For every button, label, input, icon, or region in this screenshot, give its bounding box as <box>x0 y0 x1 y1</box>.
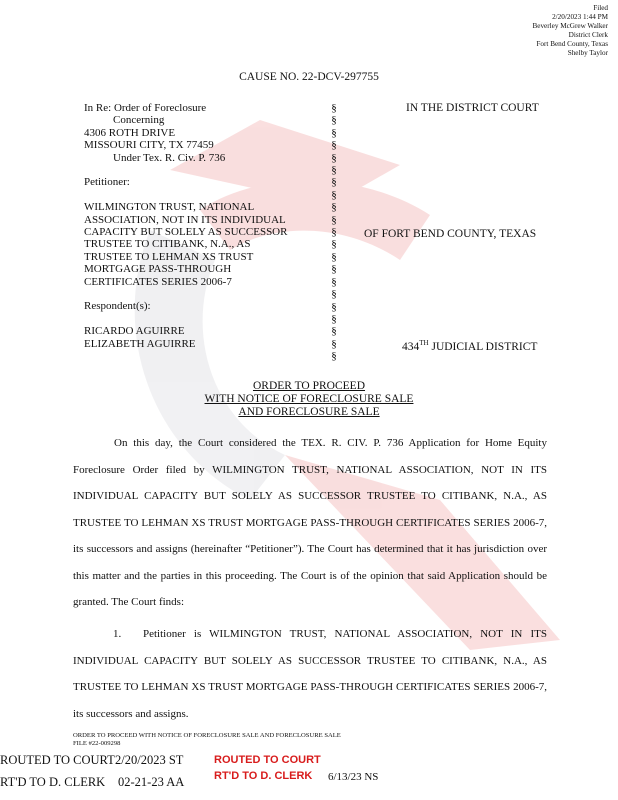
finding-number: 1. <box>113 628 122 640</box>
property-address-1: 4306 ROTH DRIVE <box>84 126 176 139</box>
section-symbol: § <box>331 250 337 263</box>
section-symbol: § <box>331 201 337 214</box>
in-re-line: In Re: Order of Foreclosure <box>84 102 207 114</box>
body-paragraph-1: On this day, the Court considered the TEX. R. CIV. P. 736 Application for Home Equity Foreclosure Order filed by WILMINGTON TRUST, NATIONAL ASSOCIATION, NOT IN ITS INDIVIDUAL CAPACITY BUT SOLELY AS SUCCESSOR TRUSTEE TO CITIBANK, N.A., AS TRUSTEE TO LEHMAN XS TRUST MORTGAGE PASS-THROUGH CERTIFICATES SERIES 2006-7, its successors and assigns (hereinafter “Petitioner”). The Court has determined that it has jurisdiction over this matter and the parties in this proceeding. The Court is of the opinion that said Application should be granted. The Court finds: <box>73 437 547 608</box>
section-symbol: § <box>331 312 337 325</box>
petitioner-label: Petitioner: <box>84 176 130 189</box>
section-symbol: § <box>331 226 337 239</box>
finding-text: Petitioner is WILMINGTON TRUST, NATIONAL ASSOCIATION, NOT IN ITS INDIVIDUAL CAPACITY BUT SOLELY AS SUCCESSOR TRUSTEE TO CITIBANK, N.A., AS TRUSTEE TO LEHMAN XS TRUST MORTGAGE PASS-THROUGH CERTIFICATES SERIES 2006-7, its successors and assigns. <box>73 628 547 720</box>
cause-number: CAUSE NO. 22-DCV-297755 <box>239 71 379 83</box>
rtd-date-stamp: 02-21-23 AA <box>118 775 185 789</box>
section-symbol: § <box>331 275 337 288</box>
respondent-label: Respondent(s): <box>84 300 151 313</box>
petitioner-line: CAPACITY BUT SOLELY AS SUCCESSOR <box>84 226 288 239</box>
county-name: OF FORT BEND COUNTY, TEXAS <box>364 228 537 240</box>
district-label: JUDICIAL DISTRICT <box>428 340 538 353</box>
red-routed-stamp: ROUTED TO COURT <box>214 754 321 766</box>
order-title <box>0 380 618 419</box>
section-symbol: § <box>331 139 337 152</box>
section-symbol: § <box>331 126 337 139</box>
section-symbol: § <box>331 325 337 338</box>
deputy-name: Shelby Taylor <box>567 49 608 57</box>
rtd-to-clerk-stamp: RT'D TO D. CLERK <box>0 775 106 789</box>
petitioner-line: TRUSTEE TO CITIBANK, N.A., AS <box>84 238 251 251</box>
routed-date-stamp: 2/20/2023 ST <box>115 753 184 767</box>
clerk-title: District Clerk <box>568 31 608 39</box>
court-name: IN THE DISTRICT COURT <box>406 102 539 114</box>
judicial-district <box>402 339 537 353</box>
filed-stamp <box>438 4 608 58</box>
petitioner-line: ASSOCIATION, NOT IN ITS INDIVIDUAL <box>84 213 286 226</box>
section-symbol: § <box>331 102 337 114</box>
petitioner-line: TRUSTEE TO LEHMAN XS TRUST <box>84 250 254 263</box>
district-number: 434 <box>402 340 420 353</box>
clerk-name: Beverley McGrew Walker <box>532 22 608 30</box>
petitioner-line: CERTIFICATES SERIES 2006-7 <box>84 275 232 288</box>
red-rtd-date-stamp: 6/13/23 NS <box>328 771 379 783</box>
filed-datetime: 2/20/2023 1:44 PM <box>552 13 608 21</box>
petitioner-line: MORTGAGE PASS-THROUGH <box>84 263 232 276</box>
concerning-line: Concerning <box>113 114 165 127</box>
section-symbol: § <box>331 151 337 164</box>
section-symbol: § <box>331 288 337 301</box>
section-symbol: § <box>331 350 337 363</box>
petitioner-name <box>84 201 324 288</box>
respondent-2: ELIZABETH AGUIRRE <box>84 337 196 350</box>
title-line-2: WITH NOTICE OF FORECLOSURE SALE <box>204 393 414 405</box>
section-symbol: § <box>331 188 337 201</box>
title-line-1: ORDER TO PROCEED <box>252 380 366 392</box>
title-line-3: AND FORECLOSURE SALE <box>238 406 380 418</box>
finding-1 <box>73 621 547 727</box>
section-symbol: § <box>331 238 337 251</box>
section-symbol: § <box>331 176 337 189</box>
section-symbol: § <box>331 213 337 226</box>
footer-file-number: FILE #22-009298 <box>73 740 121 747</box>
section-symbol: § <box>331 114 337 127</box>
red-rtd-stamp: RT'D TO D. CLERK <box>214 770 313 782</box>
footer-title: ORDER TO PROCEED WITH NOTICE OF FORECLOSURE SALE AND FORECLOSURE SALE <box>73 732 341 739</box>
routed-to-court-stamp: ROUTED TO COURT <box>0 753 115 767</box>
rule-citation: Under Tex. R. Civ. P. 736 <box>113 151 226 164</box>
clerk-county: Fort Bend County, Texas <box>536 40 608 48</box>
section-symbol: § <box>331 263 337 276</box>
filed-label: Filed <box>593 4 608 12</box>
section-symbol: § <box>331 300 337 313</box>
section-symbol: § <box>331 337 337 350</box>
district-suffix: TH <box>419 339 429 347</box>
petitioner-line: WILMINGTON TRUST, NATIONAL <box>84 201 255 214</box>
respondent-1: RICARDO AGUIRRE <box>84 325 185 338</box>
page-footer <box>73 732 341 748</box>
caption-left <box>84 102 324 350</box>
section-symbol: § <box>331 164 337 177</box>
section-symbol-column <box>328 102 340 363</box>
property-address-2: MISSOURI CITY, TX 77459 <box>84 139 214 152</box>
